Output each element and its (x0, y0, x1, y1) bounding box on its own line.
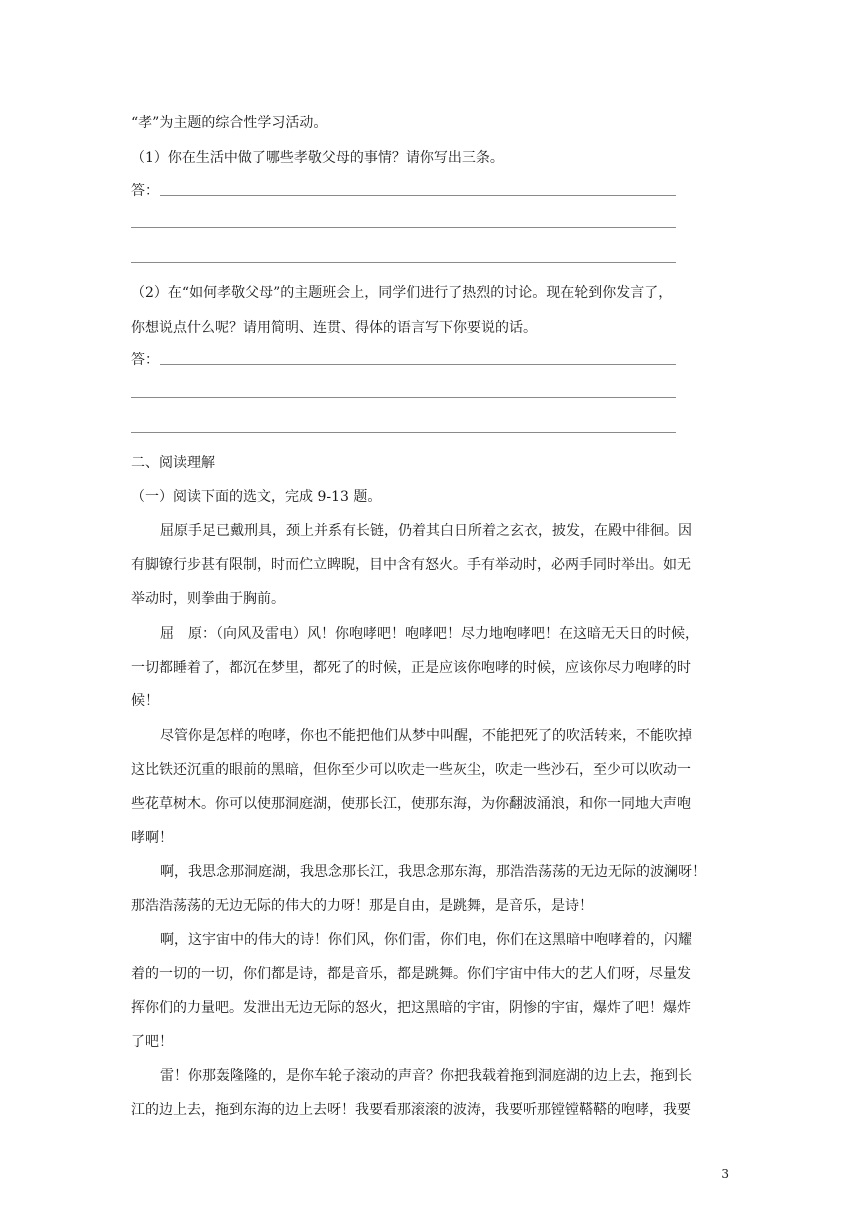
passage-p1-line-3: 举动时，则拳曲于胸前。 (131, 591, 285, 607)
passage-p5-line-3: 挥你们的力量吧。发泄出无边无际的怒火，把这黑暗的宇宙，阴惨的宇宙，爆炸了吧！爆炸 (131, 1000, 691, 1016)
question-2-prompt-line-1: （2）在“如何孝敬父母”的主题班会上，同学们进行了热烈的讨论。现在轮到你发言了， (131, 285, 673, 301)
question-2-answer-line-2[interactable] (131, 397, 676, 398)
question-1-answer-line-2[interactable] (131, 227, 676, 228)
question-2-answer-line-1[interactable] (160, 364, 676, 365)
question-2-prompt-line-2: 你想说点什么呢？请用简明、连贯、得体的语言写下你要说的话。 (131, 320, 537, 336)
passage-p6-line-2: 江的边上去，拖到东海的边上去呀！我要看那滚滚的波涛，我要听那镗镗鞳鞳的咆哮，我要 (131, 1102, 691, 1118)
section-heading: 二、阅读理解 (131, 455, 215, 471)
passage-p5-line-4: 了吧！ (131, 1034, 173, 1050)
passage-p3-line-2: 这比铁还沉重的眼前的黑暗，但你至少可以吹走一些灰尘，吹走一些沙石，至少可以吹动一 (131, 762, 691, 778)
passage-p3-line-1: 尽管你是怎样的咆哮，你也不能把他们从梦中叫醒，不能把死了的吹活转来，不能吹掉 (160, 728, 692, 744)
page-number: 3 (721, 1167, 729, 1181)
question-1-prompt: （1）你在生活中做了哪些孝敬父母的事情？请你写出三条。 (131, 150, 504, 166)
passage-p2-line-3: 候！ (131, 693, 159, 709)
passage-p5-line-1: 啊，这宇宙中的伟大的诗！你们风，你们雷，你们电，你们在这黑暗中咆哮着的，闪耀 (160, 932, 692, 948)
passage-p4-line-1: 啊，我思念那洞庭湖，我思念那长江，我思念那东海，那浩浩荡荡的无边无际的波澜呀！ (160, 864, 706, 880)
passage-p2-line-2: 一切都睡着了，都沉在梦里，都死了的时候，正是应该你咆哮的时候，应该你尽力咆哮的时 (131, 660, 691, 676)
passage-p4-line-2: 那浩浩荡荡的无边无际的伟大的力呀！那是自由，是跳舞，是音乐，是诗！ (131, 898, 593, 914)
passage-p6-line-1: 雷！你那轰隆隆的，是你车轮子滚动的声音？你把我载着拖到洞庭湖的边上去，拖到长 (160, 1068, 692, 1084)
question-2-answer-line-3[interactable] (131, 432, 676, 433)
question-2-answer-label: 答： (131, 352, 159, 368)
question-1-answer-line-1[interactable] (160, 195, 676, 196)
subsection-heading: （一）阅读下面的选文，完成 9-13 题。 (131, 489, 382, 505)
passage-p2-line-1: 屈 原：（向风及雷电）风！你咆哮吧！咆哮吧！尽力地咆哮吧！在这暗无天日的时候， (160, 626, 699, 642)
passage-p3-line-4: 哮啊！ (131, 830, 173, 846)
question-1-answer-label: 答： (131, 183, 159, 199)
passage-p1-line-1: 屈原手足已戴刑具，颈上并系有长链，仍着其白日所着之玄衣，披发，在殿中徘徊。因 (160, 523, 692, 539)
question-1-answer-line-3[interactable] (131, 262, 676, 263)
passage-p5-line-2: 着的一切的一切，你们都是诗，都是音乐，都是跳舞。你们宇宙中伟大的艺人们呀，尽量发 (131, 966, 691, 982)
passage-p1-line-2: 有脚镣行步甚有限制，时而伫立睥睨，目中含有怒火。手有举动时，必两手同时举出。如无 (131, 557, 691, 573)
passage-p3-line-3: 些花草树木。你可以使那洞庭湖，使那长江，使那东海，为你翻波涌浪，和你一同地大声咆 (131, 796, 691, 812)
intro-line: “孝”为主题的综合性学习活动。 (131, 115, 328, 131)
